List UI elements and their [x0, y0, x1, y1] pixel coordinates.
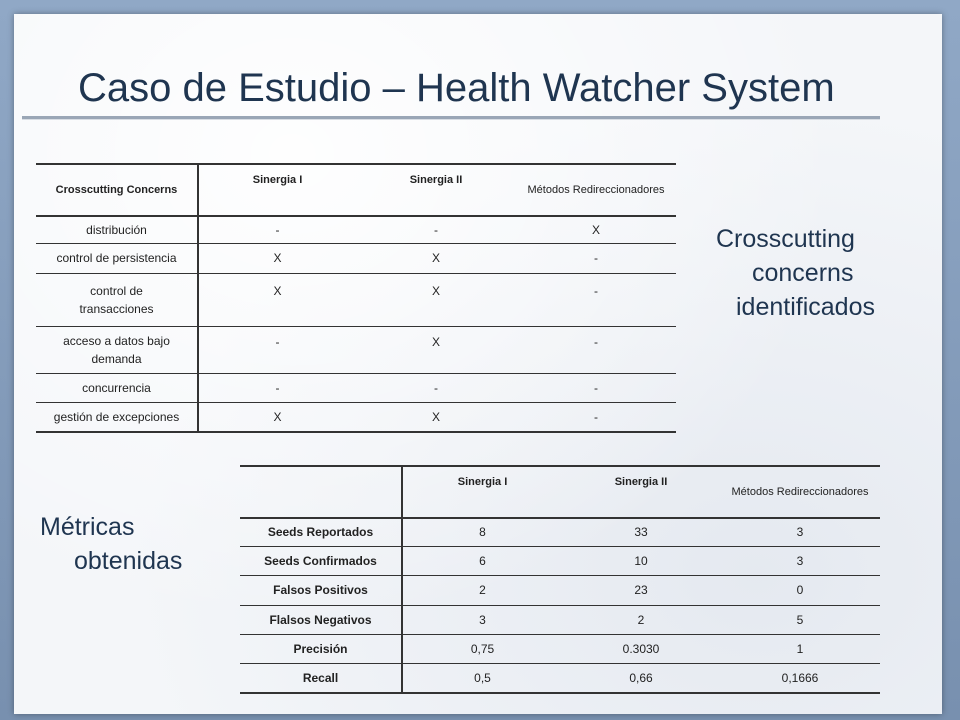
table-cell: 33 [562, 518, 720, 546]
column-header: Sinergia I [198, 164, 356, 216]
table-row [36, 273, 676, 326]
column-header: Sinergia II [356, 164, 516, 216]
table-row [36, 402, 676, 432]
table-cell: - [356, 216, 516, 243]
metrics-table [240, 465, 880, 694]
table-row [36, 243, 676, 273]
table-cell: Precisión [240, 634, 402, 663]
table-cell: 2 [402, 575, 562, 605]
table-cell: - [516, 326, 676, 373]
table-row [36, 326, 676, 373]
table-cell: acceso a datos bajo demanda [36, 326, 198, 373]
table-row [240, 546, 880, 575]
column-header: Métodos Redireccionadores [516, 164, 676, 216]
table-cell: distribución [36, 216, 198, 243]
table-cell: - [516, 373, 676, 402]
table-cell: - [198, 373, 356, 402]
table-row [36, 373, 676, 402]
column-header: Métodos Redireccionadores [720, 466, 880, 518]
table-cell: 0,75 [402, 634, 562, 663]
table-cell: X [198, 243, 356, 273]
table-cell: 0 [720, 575, 880, 605]
table-cell: X [356, 243, 516, 273]
table-cell: - [516, 243, 676, 273]
table-cell: 0.3030 [562, 634, 720, 663]
table-cell: Flalsos Negativos [240, 605, 402, 634]
table-row [240, 663, 880, 693]
table-cell: - [198, 326, 356, 373]
crosscutting-label [716, 222, 875, 324]
title-divider [22, 116, 880, 119]
slide-title: Caso de Estudio – Health Watcher System [78, 66, 835, 110]
column-header: Crosscutting Concerns [36, 164, 198, 216]
column-header: Sinergia I [402, 466, 562, 518]
table-cell: - [516, 273, 676, 326]
table-cell: 6 [402, 546, 562, 575]
table-cell: concurrencia [36, 373, 198, 402]
label-line: Crosscutting [716, 225, 855, 253]
table-cell: 0,66 [562, 663, 720, 693]
table-cell: gestión de excepciones [36, 402, 198, 432]
table-cell: 3 [402, 605, 562, 634]
table-cell: X [198, 402, 356, 432]
table-cell: - [356, 373, 516, 402]
table-cell: Seeds Confirmados [240, 546, 402, 575]
table-cell: 10 [562, 546, 720, 575]
table-cell: Falsos Positivos [240, 575, 402, 605]
table-row [240, 575, 880, 605]
table-header-row [36, 164, 676, 216]
table-cell: 2 [562, 605, 720, 634]
table-cell: 1 [720, 634, 880, 663]
table-cell: control de transacciones [36, 273, 198, 326]
table-cell: 5 [720, 605, 880, 634]
crosscutting-concerns-table [36, 163, 676, 433]
label-line: identificados [736, 293, 875, 321]
table-cell: 3 [720, 518, 880, 546]
table-cell: - [198, 216, 356, 243]
table-cell: 8 [402, 518, 562, 546]
table-row [240, 605, 880, 634]
table-cell: X [356, 273, 516, 326]
label-line: concerns [752, 259, 854, 287]
table-row [36, 216, 676, 243]
table-cell: 0,5 [402, 663, 562, 693]
table-cell: X [198, 273, 356, 326]
label-line: Métricas [40, 513, 135, 541]
table-cell: 3 [720, 546, 880, 575]
table-cell: control de persistencia [36, 243, 198, 273]
table-cell: X [356, 326, 516, 373]
metricas-label [40, 510, 182, 578]
table-cell: 23 [562, 575, 720, 605]
table-row [240, 518, 880, 546]
label-line: obtenidas [74, 547, 183, 575]
column-header: Sinergia II [562, 466, 720, 518]
table-cell: 0,1666 [720, 663, 880, 693]
column-header [240, 466, 402, 518]
table-cell: Seeds Reportados [240, 518, 402, 546]
table-cell: Recall [240, 663, 402, 693]
table-row [240, 634, 880, 663]
table-cell: X [516, 216, 676, 243]
table-header-row [240, 466, 880, 518]
table-cell: X [356, 402, 516, 432]
table-cell: - [516, 402, 676, 432]
